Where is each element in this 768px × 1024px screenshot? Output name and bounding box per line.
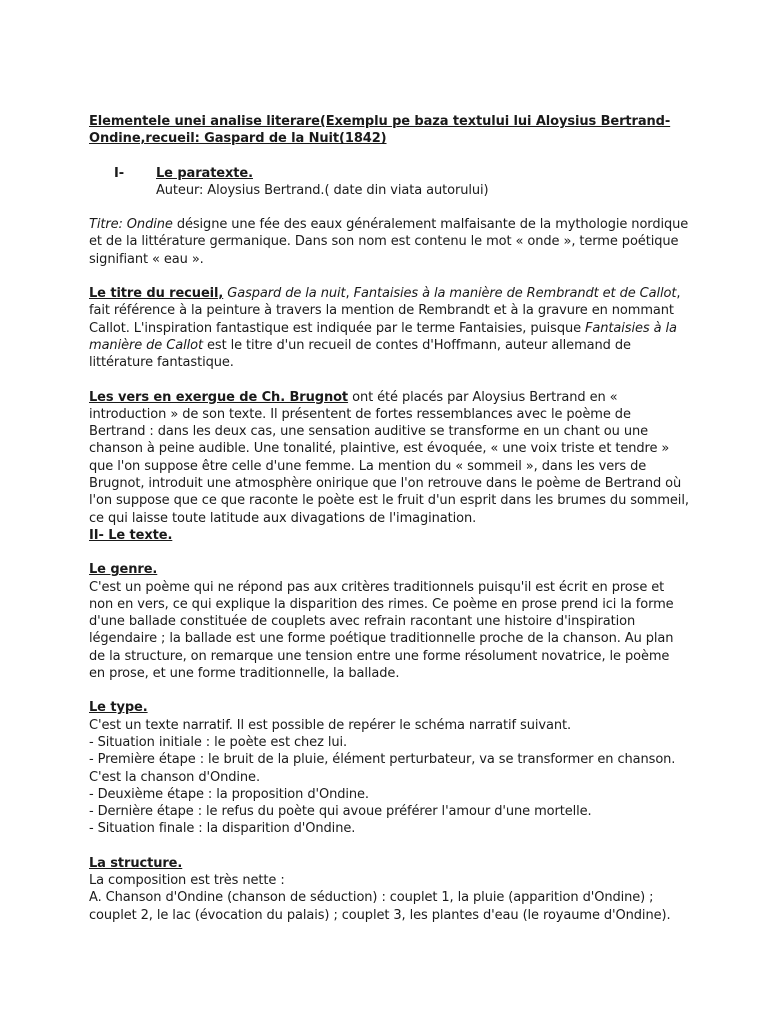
paragraph-vers xyxy=(89,389,689,527)
list-item: - Deuxième étape : la proposition d'Ondine. xyxy=(89,786,369,802)
recueil-heading: Le titre du recueil, xyxy=(89,286,224,302)
recueil-text-1: , fait référence à la peinture à travers la mention de Rembrandt et à la gravure en nommant Callot. L'inspiration fantastique est indiquée par le terme Fantaisies, puisque xyxy=(89,286,681,336)
list-item: - Dernière étape : le refus du poète qui avoue préférer l'amour d'une mortelle. xyxy=(89,804,592,820)
recueil-italic-3: Fantaisies à la manière de Callot xyxy=(89,320,677,353)
type-intro: C'est un texte narratif. Il est possible de repérer le schéma narratif suivant. xyxy=(89,717,572,733)
section-paratexte xyxy=(89,165,689,200)
titre-text: désigne une fée des eaux généralement malfaisante de la mythologie nordique et de la littérature germanique. Dans son nom est contenu le mot « onde », terme poétique signifiant « eau ». xyxy=(89,217,689,267)
structure-intro: La composition est très nette : xyxy=(89,872,285,888)
recueil-italic-2: Fantaisies à la manière de Rembrandt et de Callot xyxy=(349,286,677,302)
paragraph-titre xyxy=(89,216,689,268)
vers-text: ont été placés par Aloysius Bertrand en « introduction » de son texte. Il présentent de fortes ressemblances avec le poème de Bertrand : dans les deux cas, une sensation auditive se transforme en un chant ou une chanson à peine audible. Une tonalité, plaintive, est évoquée, « une voix triste et tendre » que l'on suppose être celle d'une femme. La mention du « sommeil », dans les vers de Brugnot, introduit une atmosphère onirique que l'on retrouve dans le poème de Bertrand où l'on suppose que ce que raconte le poète est le fruit d'un esprit dans les brumes du sommeil, ce qui laisse toute latitude aux divagations de l'imagination. xyxy=(89,389,689,526)
recueil-sep: , xyxy=(345,286,350,302)
recueil-italic-1: Gaspard de la nuit xyxy=(223,286,346,302)
genre-text: C'est un poème qui ne répond pas aux critères traditionnels puisqu'il est écrit en prose et non en vers, ce qui explique la disparition des rimes. Ce poème en prose prend ici la forme d'une ballade constituée de couplets avec refrain racontant une histoire d'inspiration légendaire ; la ballade est une forme poétique traditionnelle proche de la chanson. Au plan de la structure, on remarque une tension entre une forme résolument novatrice, le poème en prose, et une forme traditionnelle, la ballade. xyxy=(89,579,674,682)
author-line: Auteur: Aloysius Bertrand.( date din viata autorului) xyxy=(156,182,489,198)
list-item: - Situation finale : la disparition d'Ondine. xyxy=(89,821,356,837)
genre-heading: Le genre. xyxy=(89,562,158,578)
titre-lead: Titre: Ondine xyxy=(89,217,173,233)
section-number: I- xyxy=(114,165,125,181)
section-heading-paratexte: Le paratexte. xyxy=(156,165,253,181)
document-title: Elementele unei analise literare(Exemplu pe baza textului lui Aloysius Bertrand-Ondine,recueil: Gaspard de la Nuit(1842) xyxy=(89,114,671,147)
paragraph-recueil xyxy=(89,285,689,371)
document-page xyxy=(89,113,689,924)
list-item: - Première étape : le bruit de la pluie, élément perturbateur, va se transformer en chanson. C'est la chanson d'Ondine. xyxy=(89,752,676,785)
structure-line-a: A. Chanson d'Ondine (chanson de séduction) : couplet 1, la pluie (apparition d'Ondine) ; couplet 2, le lac (évocation du palais) ; couplet 3, les plantes d'eau (le royaume d'Ondine). xyxy=(89,890,671,923)
vers-heading: Les vers en exergue de Ch. Brugnot xyxy=(89,389,349,405)
list-item: - Situation initiale : le poète est chez lui. xyxy=(89,734,348,750)
recueil-text-2: est le titre d'un recueil de contes d'Hoffmann, auteur allemand de littérature fantastique. xyxy=(89,337,631,371)
type-heading: Le type. xyxy=(89,700,148,716)
section-heading-texte: II- Le texte. xyxy=(89,527,173,543)
structure-heading: La structure. xyxy=(89,855,183,871)
